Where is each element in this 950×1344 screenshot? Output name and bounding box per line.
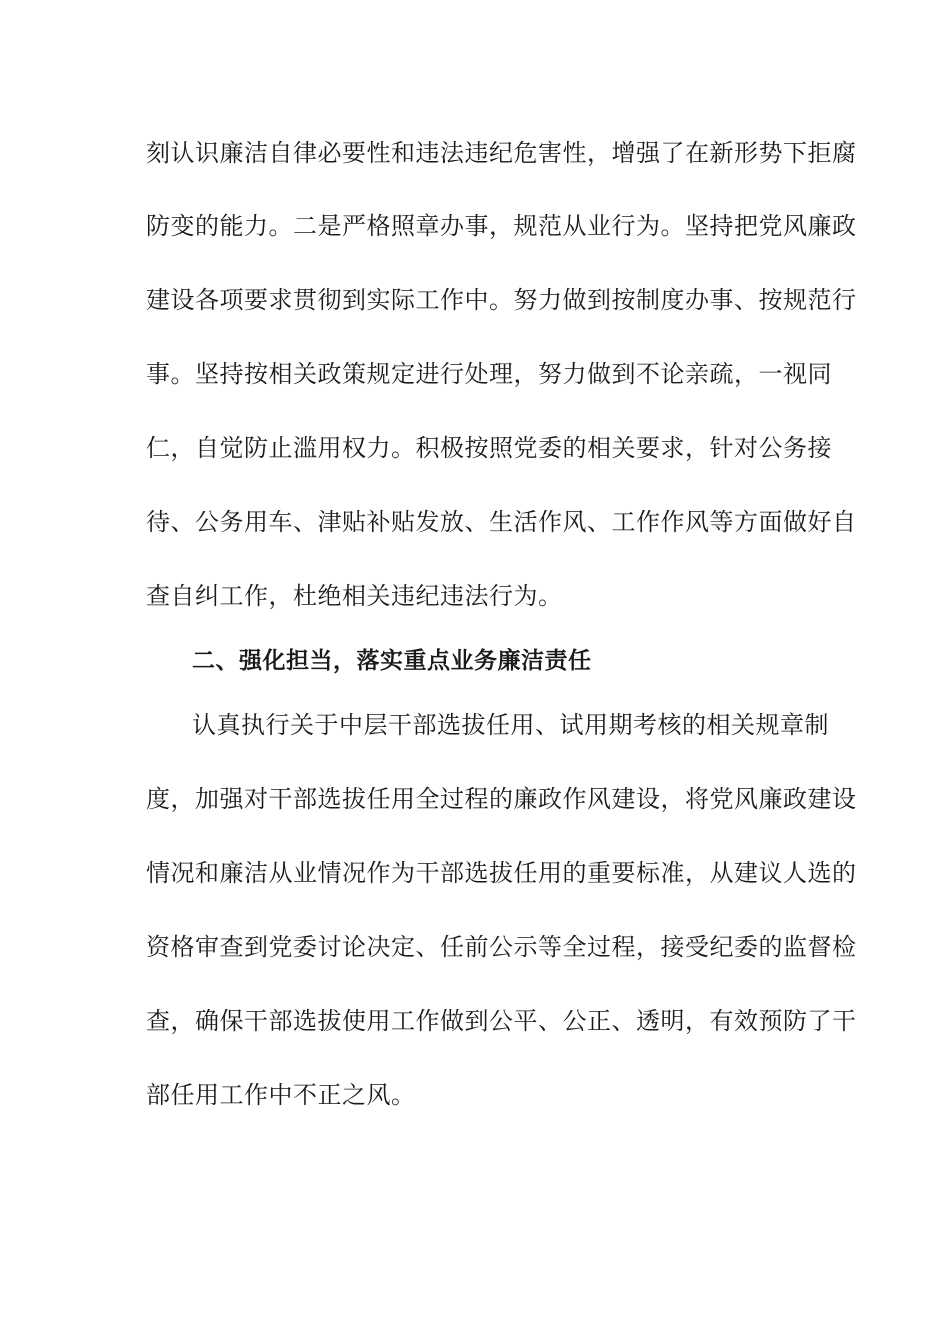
paragraph-line: 待、公务用车、津贴补贴发放、生活作风、工作作风等方面做好自 <box>146 508 857 536</box>
paragraph-line: 查自纠工作，杜绝相关违纪违法行为。 <box>146 582 563 610</box>
paragraph-line: 情况和廉洁从业情况作为干部选拔任用的重要标准，从建议人选的 <box>146 859 857 887</box>
paragraph-line: 刻认识廉洁自律必要性和违法违纪危害性，增强了在新形势下拒腐 <box>146 139 857 167</box>
paragraph-line: 事。坚持按相关政策规定进行处理，努力做到不论亲疏，一视同 <box>146 360 832 388</box>
paragraph-line: 度，加强对干部选拔任用全过程的廉政作风建设，将党风廉政建设 <box>146 785 857 813</box>
paragraph-line: 查，确保干部选拔使用工作做到公平、公正、透明，有效预防了干 <box>146 1007 857 1035</box>
paragraph-line: 认真执行关于中层干部选拔任用、试用期考核的相关规章制 <box>192 711 829 739</box>
paragraph-line: 防变的能力。二是严格照章办事，规范从业行为。坚持把党风廉政 <box>146 212 857 240</box>
paragraph-line: 部任用工作中不正之风。 <box>146 1081 416 1109</box>
paragraph-line: 建设各项要求贯彻到实际工作中。努力做到按制度办事、按规范行 <box>146 286 857 314</box>
paragraph-line: 仁，自觉防止滥用权力。积极按照党委的相关要求，针对公务接 <box>146 434 832 462</box>
paragraph-line: 资格审查到党委讨论决定、任前公示等全过程，接受纪委的监督检 <box>146 933 857 961</box>
section-heading: 二、强化担当，落实重点业务廉洁责任 <box>192 648 592 674</box>
